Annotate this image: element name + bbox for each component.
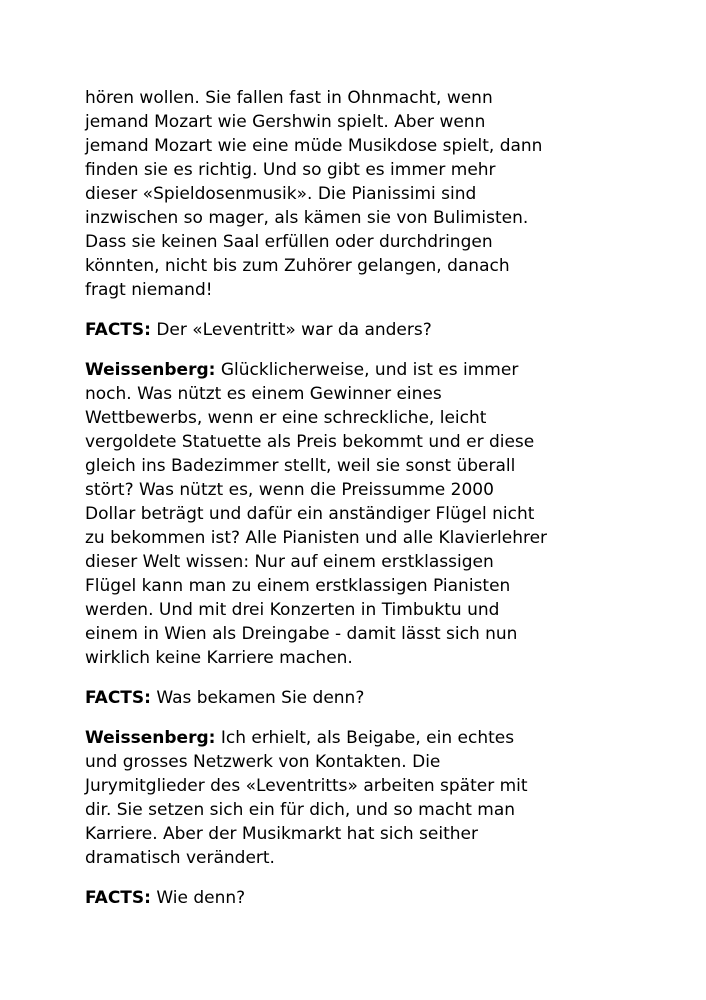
text-line: vergoldete Statuette als Preis bekommt und er diese — [85, 432, 535, 452]
text-line: dramatisch verändert. — [85, 848, 275, 868]
text-line: Karriere. Aber der Musikmarkt hat sich seither — [85, 824, 478, 844]
text-line: dir. Sie setzen sich ein für dich, und so macht man — [85, 800, 516, 820]
text-line: einem in Wien als Dreingabe - damit lässt sich nun — [85, 624, 518, 644]
text-line: werden. Und mit drei Konzerten in Timbuktu und — [85, 600, 500, 620]
text-line: stört? Was nützt es, wenn die Preissumme 2000 — [85, 480, 494, 500]
paragraph — [85, 358, 676, 670]
text-line: Dass sie keinen Saal erfüllen oder durchdringen — [85, 232, 493, 252]
text-line: Glücklicherweise, und ist es immer — [220, 360, 519, 380]
text-line: Dollar beträgt und dafür ein anständiger Flügel nicht — [85, 504, 535, 524]
text-line: Flügel kann man zu einem erstklassigen Pianisten — [85, 576, 511, 596]
speaker-label: Weissenberg: — [85, 360, 216, 380]
text-line: jemand Mozart wie eine müde Musikdose spielt, dann — [85, 136, 543, 156]
text-line: dieser Welt wissen: Nur auf einem erstklassigen — [85, 552, 494, 572]
text-line: könnten, nicht bis zum Zuhörer gelangen, danach — [85, 256, 510, 276]
speaker-label: FACTS: — [85, 688, 151, 708]
paragraph — [85, 318, 676, 342]
text-line: Der «Leventritt» war da anders? — [156, 320, 432, 340]
paragraph — [85, 726, 676, 870]
text-line: finden sie es richtig. Und so gibt es immer mehr — [85, 160, 496, 180]
text-line: hören wollen. Sie fallen fast in Ohnmacht, wenn — [85, 88, 493, 108]
text-line: inzwischen so mager, als kämen sie von Bulimisten. — [85, 208, 529, 228]
text-line: fragt niemand! — [85, 280, 213, 300]
speaker-label: FACTS: — [85, 888, 151, 908]
text-line: Ich erhielt, als Beigabe, ein echtes — [220, 728, 515, 748]
paragraph — [85, 686, 676, 710]
text-line: zu bekommen ist? Alle Pianisten und alle Klavierlehrer — [85, 528, 548, 548]
paragraph — [85, 886, 676, 910]
text-line: wirklich keine Karriere machen. — [85, 648, 353, 668]
text-line: Wie denn? — [156, 888, 246, 908]
text-line: und grosses Netzwerk von Kontakten. Die — [85, 752, 441, 772]
text-line: Jurymitglieder des «Leventritts» arbeiten später mit — [85, 776, 528, 796]
speaker-label: Weissenberg: — [85, 728, 216, 748]
text-line: Was bekamen Sie denn? — [156, 688, 365, 708]
text-line: gleich ins Badezimmer stellt, weil sie sonst überall — [85, 456, 516, 476]
text-line: jemand Mozart wie Gershwin spielt. Aber wenn — [85, 112, 486, 132]
text-line: dieser «Spieldosenmusik». Die Pianissimi sind — [85, 184, 477, 204]
speaker-label: FACTS: — [85, 320, 151, 340]
paragraph — [85, 86, 676, 302]
text-line: Wettbewerbs, wenn er eine schreckliche, leicht — [85, 408, 487, 428]
text-line: noch. Was nützt es einem Gewinner eines — [85, 384, 442, 404]
